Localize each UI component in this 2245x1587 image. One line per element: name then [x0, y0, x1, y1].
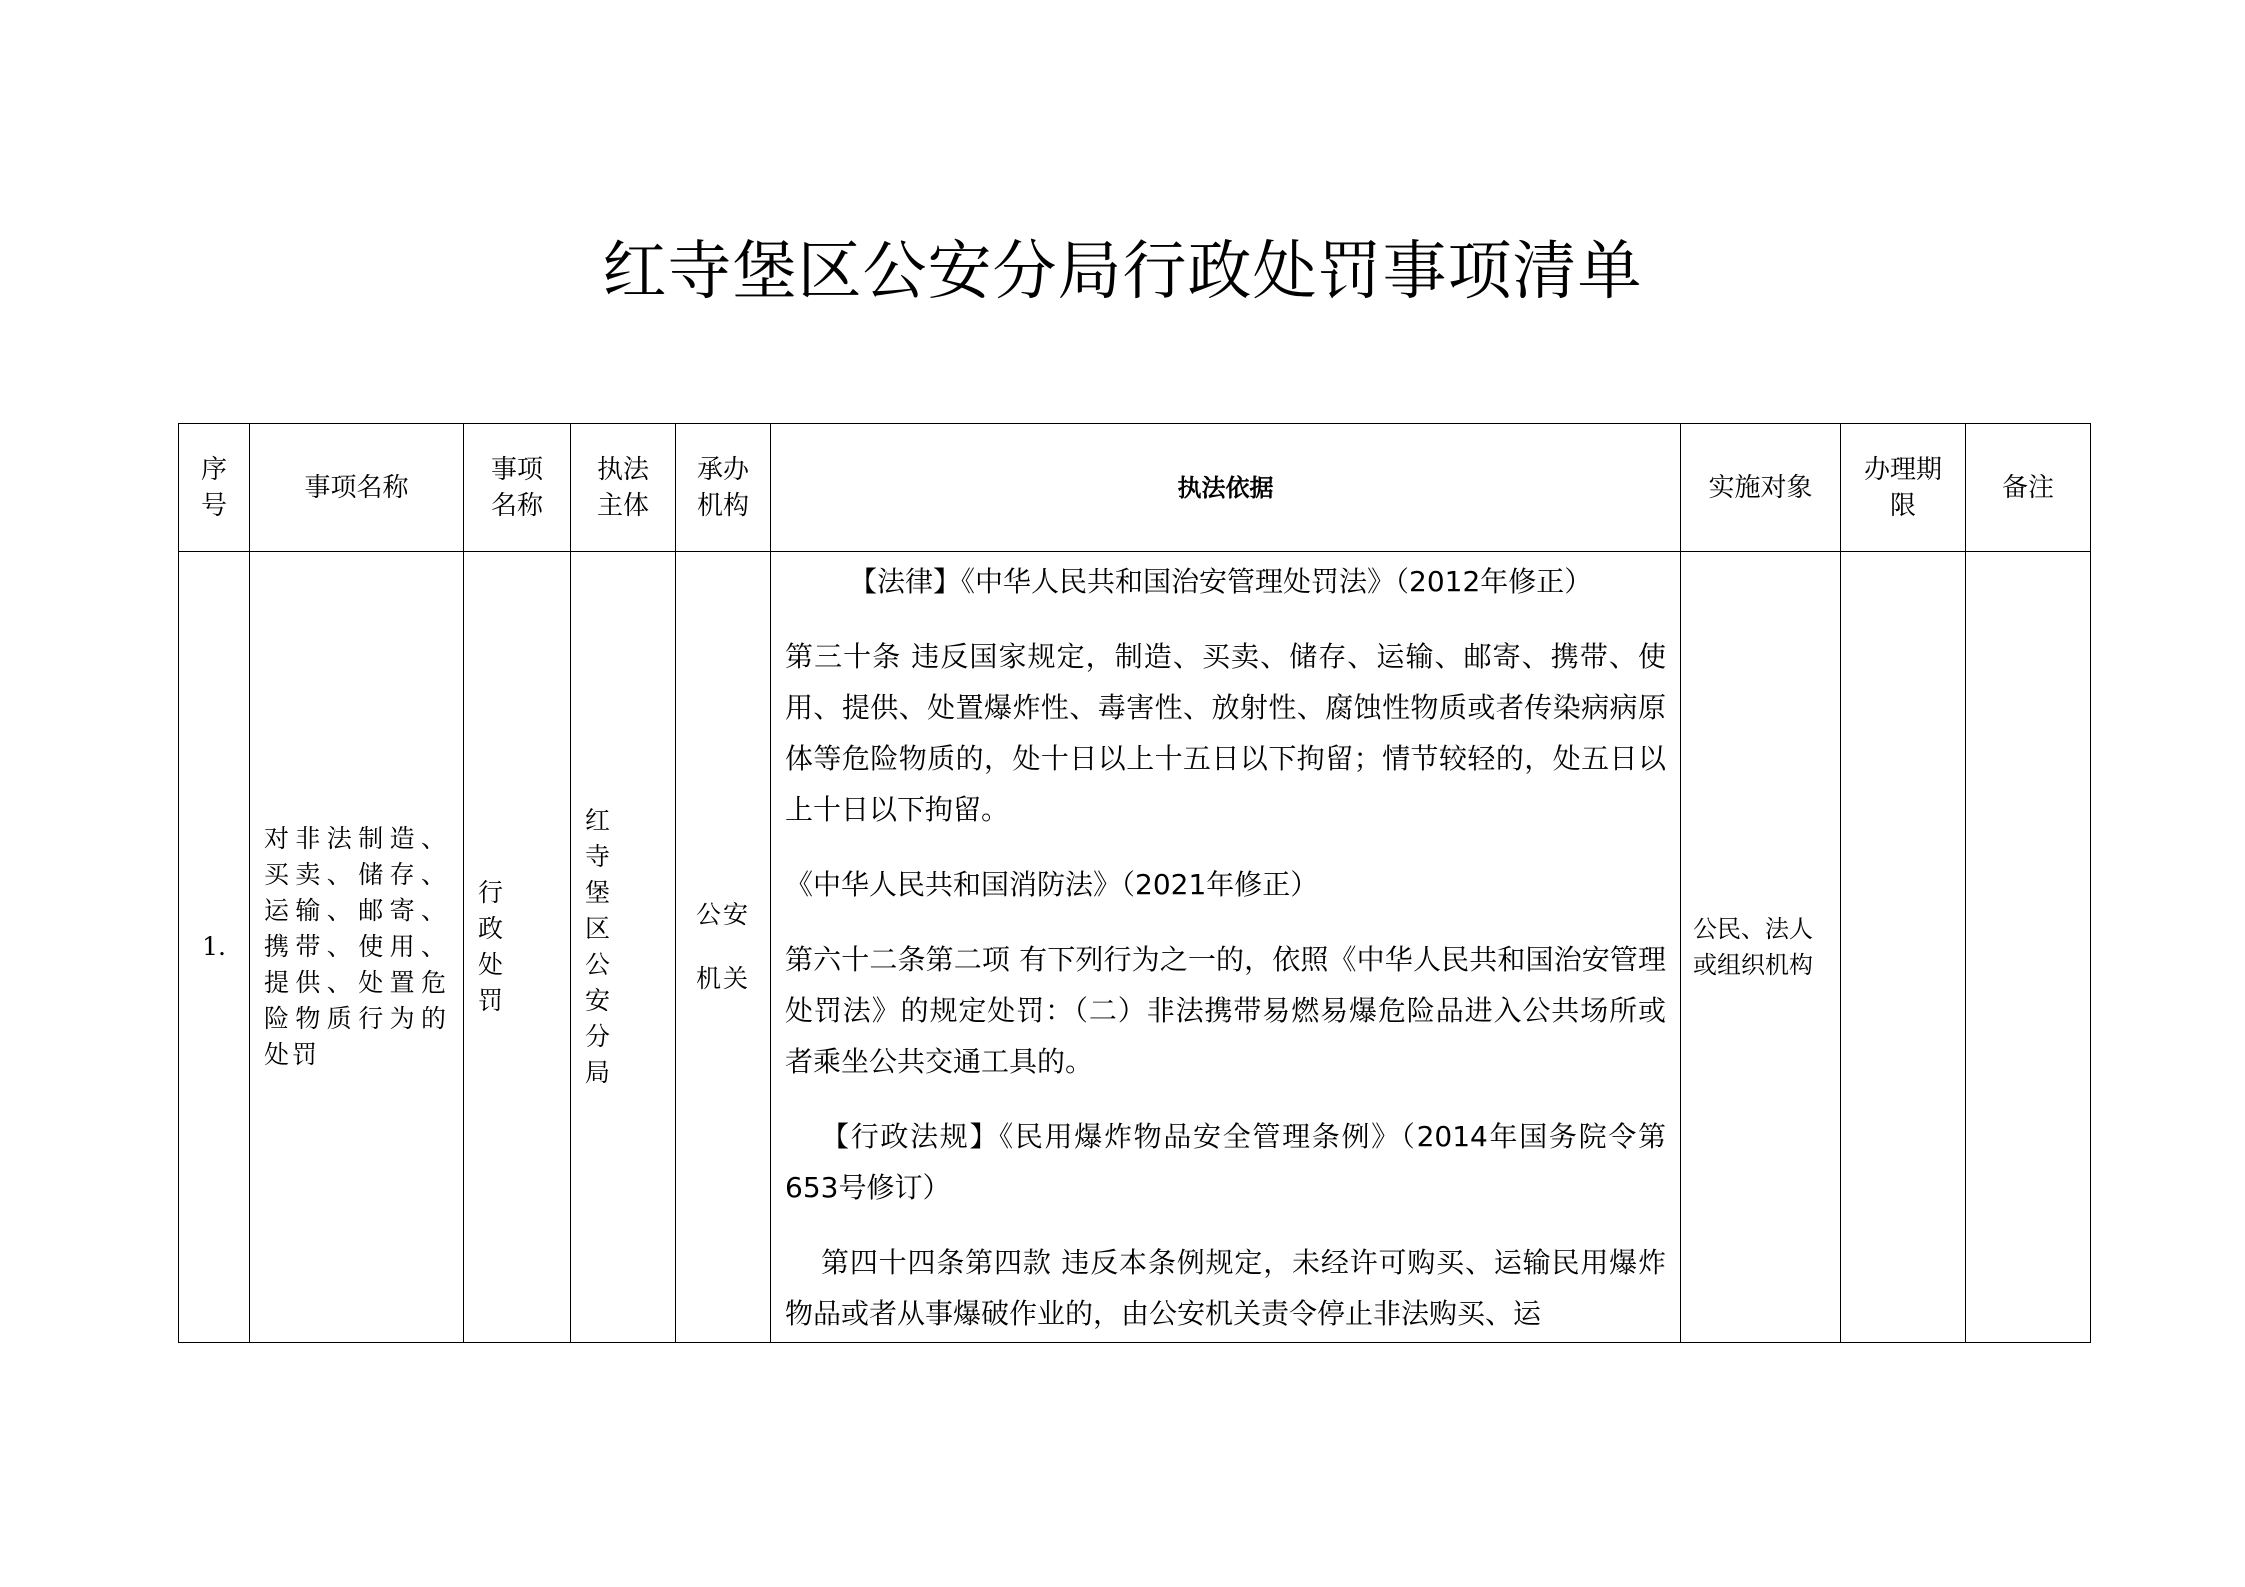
- cell-handler: [676, 552, 771, 1343]
- header-handler: 承办机构: [676, 424, 771, 552]
- basis-article-44: 第四十四条第四款 违反本条例规定，未经许可购买、运输民用爆炸物品或者从事爆破作业的，由公安机关责令停止非法购买、运: [785, 1246, 1666, 1330]
- cell-target: 公民、法人或组织机构: [1681, 552, 1841, 1343]
- basis-law-heading: 【法律】《中华人民共和国治安管理处罚法》（2012年修正）: [849, 565, 1593, 598]
- cell-deadline: [1841, 552, 1966, 1343]
- cell-enforcer: 红寺堡区公安分局: [571, 552, 676, 1343]
- basis-article-62: 第六十二条第二项 有下列行为之一的，依照《中华人民共和国治安管理处罚法》的规定处罚：（二）非法携带易燃易爆危险品进入公共场所或者乘坐公共交通工具的。: [785, 943, 1666, 1078]
- handler-line-1: 公安: [695, 900, 750, 929]
- penalty-table: [178, 423, 2091, 1343]
- header-item-name: 事项名称: [250, 424, 464, 552]
- cell-item-name: 对非法制造、买卖、储存、运输、邮寄、携带、使用、提供、处置危险物质行为的处罚: [250, 552, 464, 1343]
- basis-article-30: 第三十条 违反国家规定，制造、买卖、储存、运输、邮寄、携带、使用、提供、处置爆炸性、毒害性、放射性、腐蚀性物质或者传染病病原体等危险物质的，处十日以上十五日以下拘留；情节较轻的，处五日以上十日以下拘留。: [785, 640, 1666, 826]
- handler-line-2: 机关: [695, 964, 750, 993]
- header-deadline: 办理期限: [1841, 424, 1966, 552]
- table-header-row: [179, 424, 2091, 552]
- header-target: 实施对象: [1681, 424, 1841, 552]
- header-remark: 备注: [1966, 424, 2091, 552]
- basis-fire-law-heading: 《中华人民共和国消防法》（2021年修正）: [785, 868, 1319, 901]
- basis-text: [785, 552, 1666, 1342]
- table-row: [179, 552, 2091, 1343]
- cell-item-type: 行政处罚: [464, 552, 571, 1343]
- basis-regulation-heading: 【行政法规】《民用爆炸物品安全管理条例》（2014年国务院令第653号修订）: [785, 1120, 1666, 1204]
- header-enforcer: 执法主体: [571, 424, 676, 552]
- header-item-type: 事项名称: [464, 424, 571, 552]
- cell-basis: [771, 552, 1681, 1343]
- cell-seq: 1.: [179, 552, 250, 1343]
- page-title: 红寺堡区公安分局行政处罚事项清单: [602, 235, 1643, 309]
- header-seq: 序号: [179, 424, 250, 552]
- header-basis: 执法依据: [771, 424, 1681, 552]
- cell-remark: [1966, 552, 2091, 1343]
